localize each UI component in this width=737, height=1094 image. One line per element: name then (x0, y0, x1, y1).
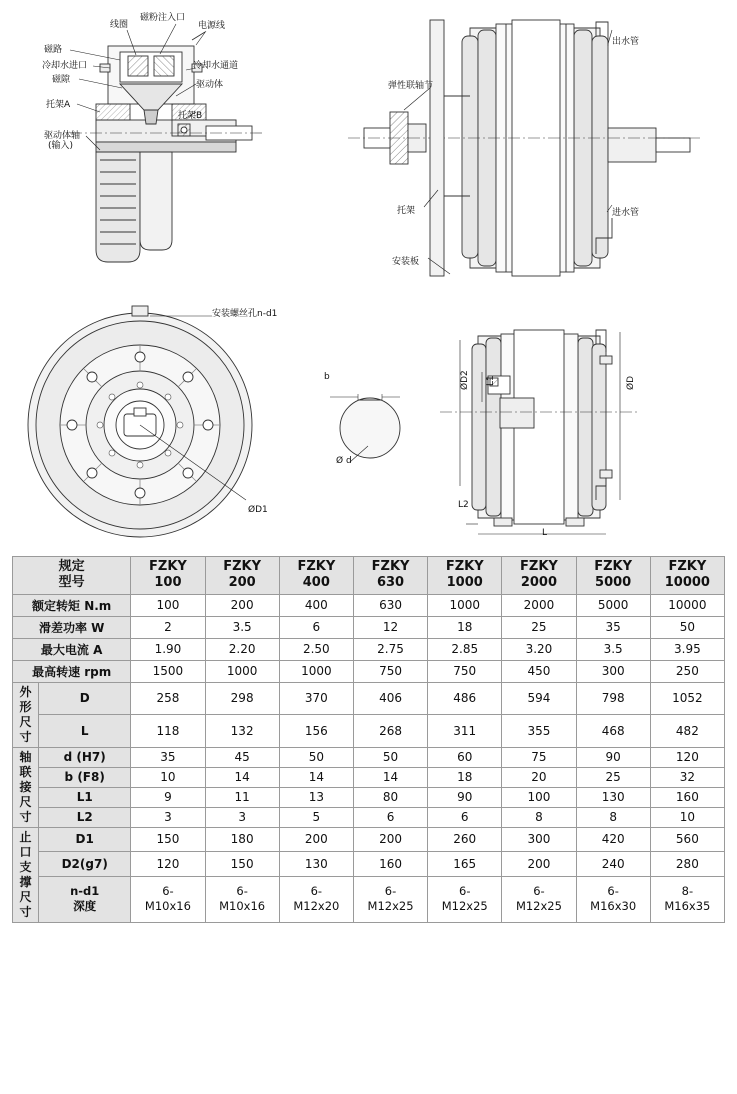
header-model-400: FZKY 400 (279, 557, 353, 595)
table-header-row (13, 557, 725, 595)
cell-value: 240 (576, 852, 650, 877)
row-label: 额定转矩 N.m (13, 594, 131, 616)
cell-value: 280 (650, 852, 724, 877)
label-cooling-water-inlet: 冷却水进口 (42, 61, 88, 71)
fig-front-view (28, 306, 252, 537)
cell-value: 400 (279, 594, 353, 616)
row-label: D2(g7) (39, 852, 131, 877)
cell-value: 14 (205, 767, 279, 787)
cell-value: 150 (131, 827, 205, 852)
cell-value: 12 (353, 616, 427, 638)
label-dia-d: Ø d (336, 456, 352, 466)
row-label: D (39, 682, 131, 715)
cell-value: 1000 (279, 660, 353, 682)
fig-shaft-section (330, 394, 400, 462)
table-row (13, 638, 725, 660)
cell-value: 486 (428, 682, 502, 715)
label-water-outlet: 出水管 (612, 37, 640, 47)
cell-value: 6 (353, 807, 427, 827)
cell-value: 90 (428, 787, 502, 807)
cell-value: 1500 (131, 660, 205, 682)
label-drive-shaft: 驱动体轴 (44, 131, 81, 141)
header-model-label: 规定 型号 (13, 557, 131, 595)
row-label: 滑差功率 W (13, 616, 131, 638)
cell-value: 60 (428, 747, 502, 767)
cell-value: 160 (650, 787, 724, 807)
spec-table-body (13, 557, 725, 923)
label-drive-shaft-input: (输入) (48, 141, 74, 151)
cell-value: 6- M12x25 (502, 877, 576, 922)
cell-value: 120 (131, 852, 205, 877)
cell-value: 6 (279, 616, 353, 638)
cell-value: 300 (502, 827, 576, 852)
row-label: L1 (39, 787, 131, 807)
cell-value: 14 (353, 767, 427, 787)
label-cooling-water-channel: 冷却水通道 (193, 61, 239, 71)
cell-value: 750 (428, 660, 502, 682)
header-model-1000: FZKY 1000 (428, 557, 502, 595)
cell-value: 100 (502, 787, 576, 807)
label-elastic-coupling: 弹性联轴节 (388, 81, 434, 91)
cell-value: 6- M16x30 (576, 877, 650, 922)
cell-value: 2.50 (279, 638, 353, 660)
cell-value: 300 (576, 660, 650, 682)
cell-value: 118 (131, 715, 205, 748)
cell-value: 268 (353, 715, 427, 748)
label-power-cable: 电源线 (198, 21, 226, 31)
cell-value: 3.20 (502, 638, 576, 660)
cell-value: 406 (353, 682, 427, 715)
table-row (13, 747, 725, 767)
cell-value: 6- M12x25 (428, 877, 502, 922)
header-model-200: FZKY 200 (205, 557, 279, 595)
cell-value: 2.85 (428, 638, 502, 660)
cell-value: 798 (576, 682, 650, 715)
label-dim-l2: L2 (458, 500, 469, 510)
row-label: 最高转速 rpm (13, 660, 131, 682)
cell-value: 100 (131, 594, 205, 616)
cell-value: 6 (428, 807, 502, 827)
cell-value: 5000 (576, 594, 650, 616)
cell-value: 2000 (502, 594, 576, 616)
label-water-inlet: 进水管 (612, 208, 640, 218)
table-row (13, 852, 725, 877)
header-model-10000: FZKY 10000 (650, 557, 724, 595)
cell-value: 90 (576, 747, 650, 767)
table-row (13, 616, 725, 638)
cell-value: 13 (279, 787, 353, 807)
cell-value: 6- M10x16 (205, 877, 279, 922)
header-model-2000: FZKY 2000 (502, 557, 576, 595)
cell-value: 1000 (428, 594, 502, 616)
cell-value: 150 (205, 852, 279, 877)
table-row (13, 682, 725, 715)
table-row (13, 715, 725, 748)
cell-value: 80 (353, 787, 427, 807)
table-row (13, 660, 725, 682)
cell-value: 200 (353, 827, 427, 852)
cell-value: 18 (428, 767, 502, 787)
cell-value: 2.75 (353, 638, 427, 660)
cell-value: 132 (205, 715, 279, 748)
label-magnetic-gap: 磁隙 (52, 75, 71, 85)
cell-value: 165 (428, 852, 502, 877)
cell-value: 14 (279, 767, 353, 787)
header-model-5000: FZKY 5000 (576, 557, 650, 595)
table-row (13, 877, 725, 922)
spec-table-wrapper (12, 556, 725, 923)
header-model-630: FZKY 630 (353, 557, 427, 595)
group-label-外形尺寸: 外 形 尺 寸 (13, 682, 39, 747)
table-row (13, 827, 725, 852)
cell-value: 130 (576, 787, 650, 807)
label-bracket: 托架 (397, 206, 416, 216)
row-label: D1 (39, 827, 131, 852)
label-drive-body: 驱动体 (196, 80, 224, 90)
fig-side-dimension-view (440, 330, 640, 534)
table-row (13, 787, 725, 807)
cell-value: 1052 (650, 682, 724, 715)
cell-value: 630 (353, 594, 427, 616)
cell-value: 370 (279, 682, 353, 715)
cell-value: 3.5 (205, 616, 279, 638)
label-dia-d-outer: ØD (626, 375, 636, 390)
cell-value: 200 (205, 594, 279, 616)
cell-value: 156 (279, 715, 353, 748)
label-dim-b: b (324, 372, 330, 382)
cell-value: 1000 (205, 660, 279, 682)
label-dim-l1: L1 (486, 375, 496, 386)
cell-value: 355 (502, 715, 576, 748)
cell-value: 200 (279, 827, 353, 852)
table-row (13, 767, 725, 787)
cell-value: 25 (502, 616, 576, 638)
cell-value: 32 (650, 767, 724, 787)
group-label-轴联接尺寸: 轴 联 接 尺 寸 (13, 747, 39, 827)
cell-value: 11 (205, 787, 279, 807)
label-magnetic-circuit: 磁路 (44, 45, 63, 55)
cell-value: 35 (131, 747, 205, 767)
cell-value: 50 (353, 747, 427, 767)
cell-value: 8 (502, 807, 576, 827)
cell-value: 560 (650, 827, 724, 852)
cell-value: 120 (650, 747, 724, 767)
label-dia-d1: ØD1 (248, 505, 268, 515)
cell-value: 45 (205, 747, 279, 767)
cell-value: 260 (428, 827, 502, 852)
label-bracket-a: 托架A (46, 100, 71, 110)
row-label: L2 (39, 807, 131, 827)
cell-value: 6- M12x20 (279, 877, 353, 922)
cell-value: 594 (502, 682, 576, 715)
cell-value: 2 (131, 616, 205, 638)
cell-value: 311 (428, 715, 502, 748)
spec-table (12, 556, 725, 923)
row-label: b (F8) (39, 767, 131, 787)
cell-value: 9 (131, 787, 205, 807)
cell-value: 482 (650, 715, 724, 748)
cell-value: 8- M16x35 (650, 877, 724, 922)
cell-value: 10 (650, 807, 724, 827)
cell-value: 6- M12x25 (353, 877, 427, 922)
cell-value: 2.20 (205, 638, 279, 660)
cell-value: 8 (576, 807, 650, 827)
cell-value: 420 (576, 827, 650, 852)
table-row (13, 594, 725, 616)
cell-value: 10000 (650, 594, 724, 616)
row-label: n-d1 深度 (39, 877, 131, 922)
cell-value: 468 (576, 715, 650, 748)
cell-value: 450 (502, 660, 576, 682)
cell-value: 200 (502, 852, 576, 877)
label-powder-inlet: 磁粉注入口 (140, 13, 186, 23)
label-coil: 线圈 (110, 20, 129, 30)
fig-assembly-view (348, 20, 700, 276)
label-mounting-screw-hole: 安装螺丝孔n-d1 (212, 309, 278, 319)
cell-value: 18 (428, 616, 502, 638)
cell-value: 25 (576, 767, 650, 787)
label-mounting-plate: 安装板 (392, 257, 420, 267)
cell-value: 50 (650, 616, 724, 638)
group-label-止口支撑尺寸: 止 口 支 撑 尺 寸 (13, 827, 39, 922)
row-label: 最大电流 A (13, 638, 131, 660)
row-label: L (39, 715, 131, 748)
header-model-100: FZKY 100 (131, 557, 205, 595)
label-bracket-b: 托架B (178, 111, 203, 121)
cell-value: 258 (131, 682, 205, 715)
cell-value: 75 (502, 747, 576, 767)
cell-value: 130 (279, 852, 353, 877)
cell-value: 750 (353, 660, 427, 682)
table-row (13, 807, 725, 827)
cell-value: 10 (131, 767, 205, 787)
cell-value: 250 (650, 660, 724, 682)
cell-value: 160 (353, 852, 427, 877)
cell-value: 35 (576, 616, 650, 638)
cell-value: 3 (131, 807, 205, 827)
cell-value: 50 (279, 747, 353, 767)
cell-value: 1.90 (131, 638, 205, 660)
cell-value: 298 (205, 682, 279, 715)
cell-value: 5 (279, 807, 353, 827)
cell-value: 180 (205, 827, 279, 852)
cell-value: 3.95 (650, 638, 724, 660)
cell-value: 20 (502, 767, 576, 787)
label-dia-d2: ØD2 (460, 370, 470, 390)
cell-value: 3 (205, 807, 279, 827)
label-dim-l: L (542, 528, 548, 538)
cell-value: 6- M10x16 (131, 877, 205, 922)
cell-value: 3.5 (576, 638, 650, 660)
row-label: d (H7) (39, 747, 131, 767)
